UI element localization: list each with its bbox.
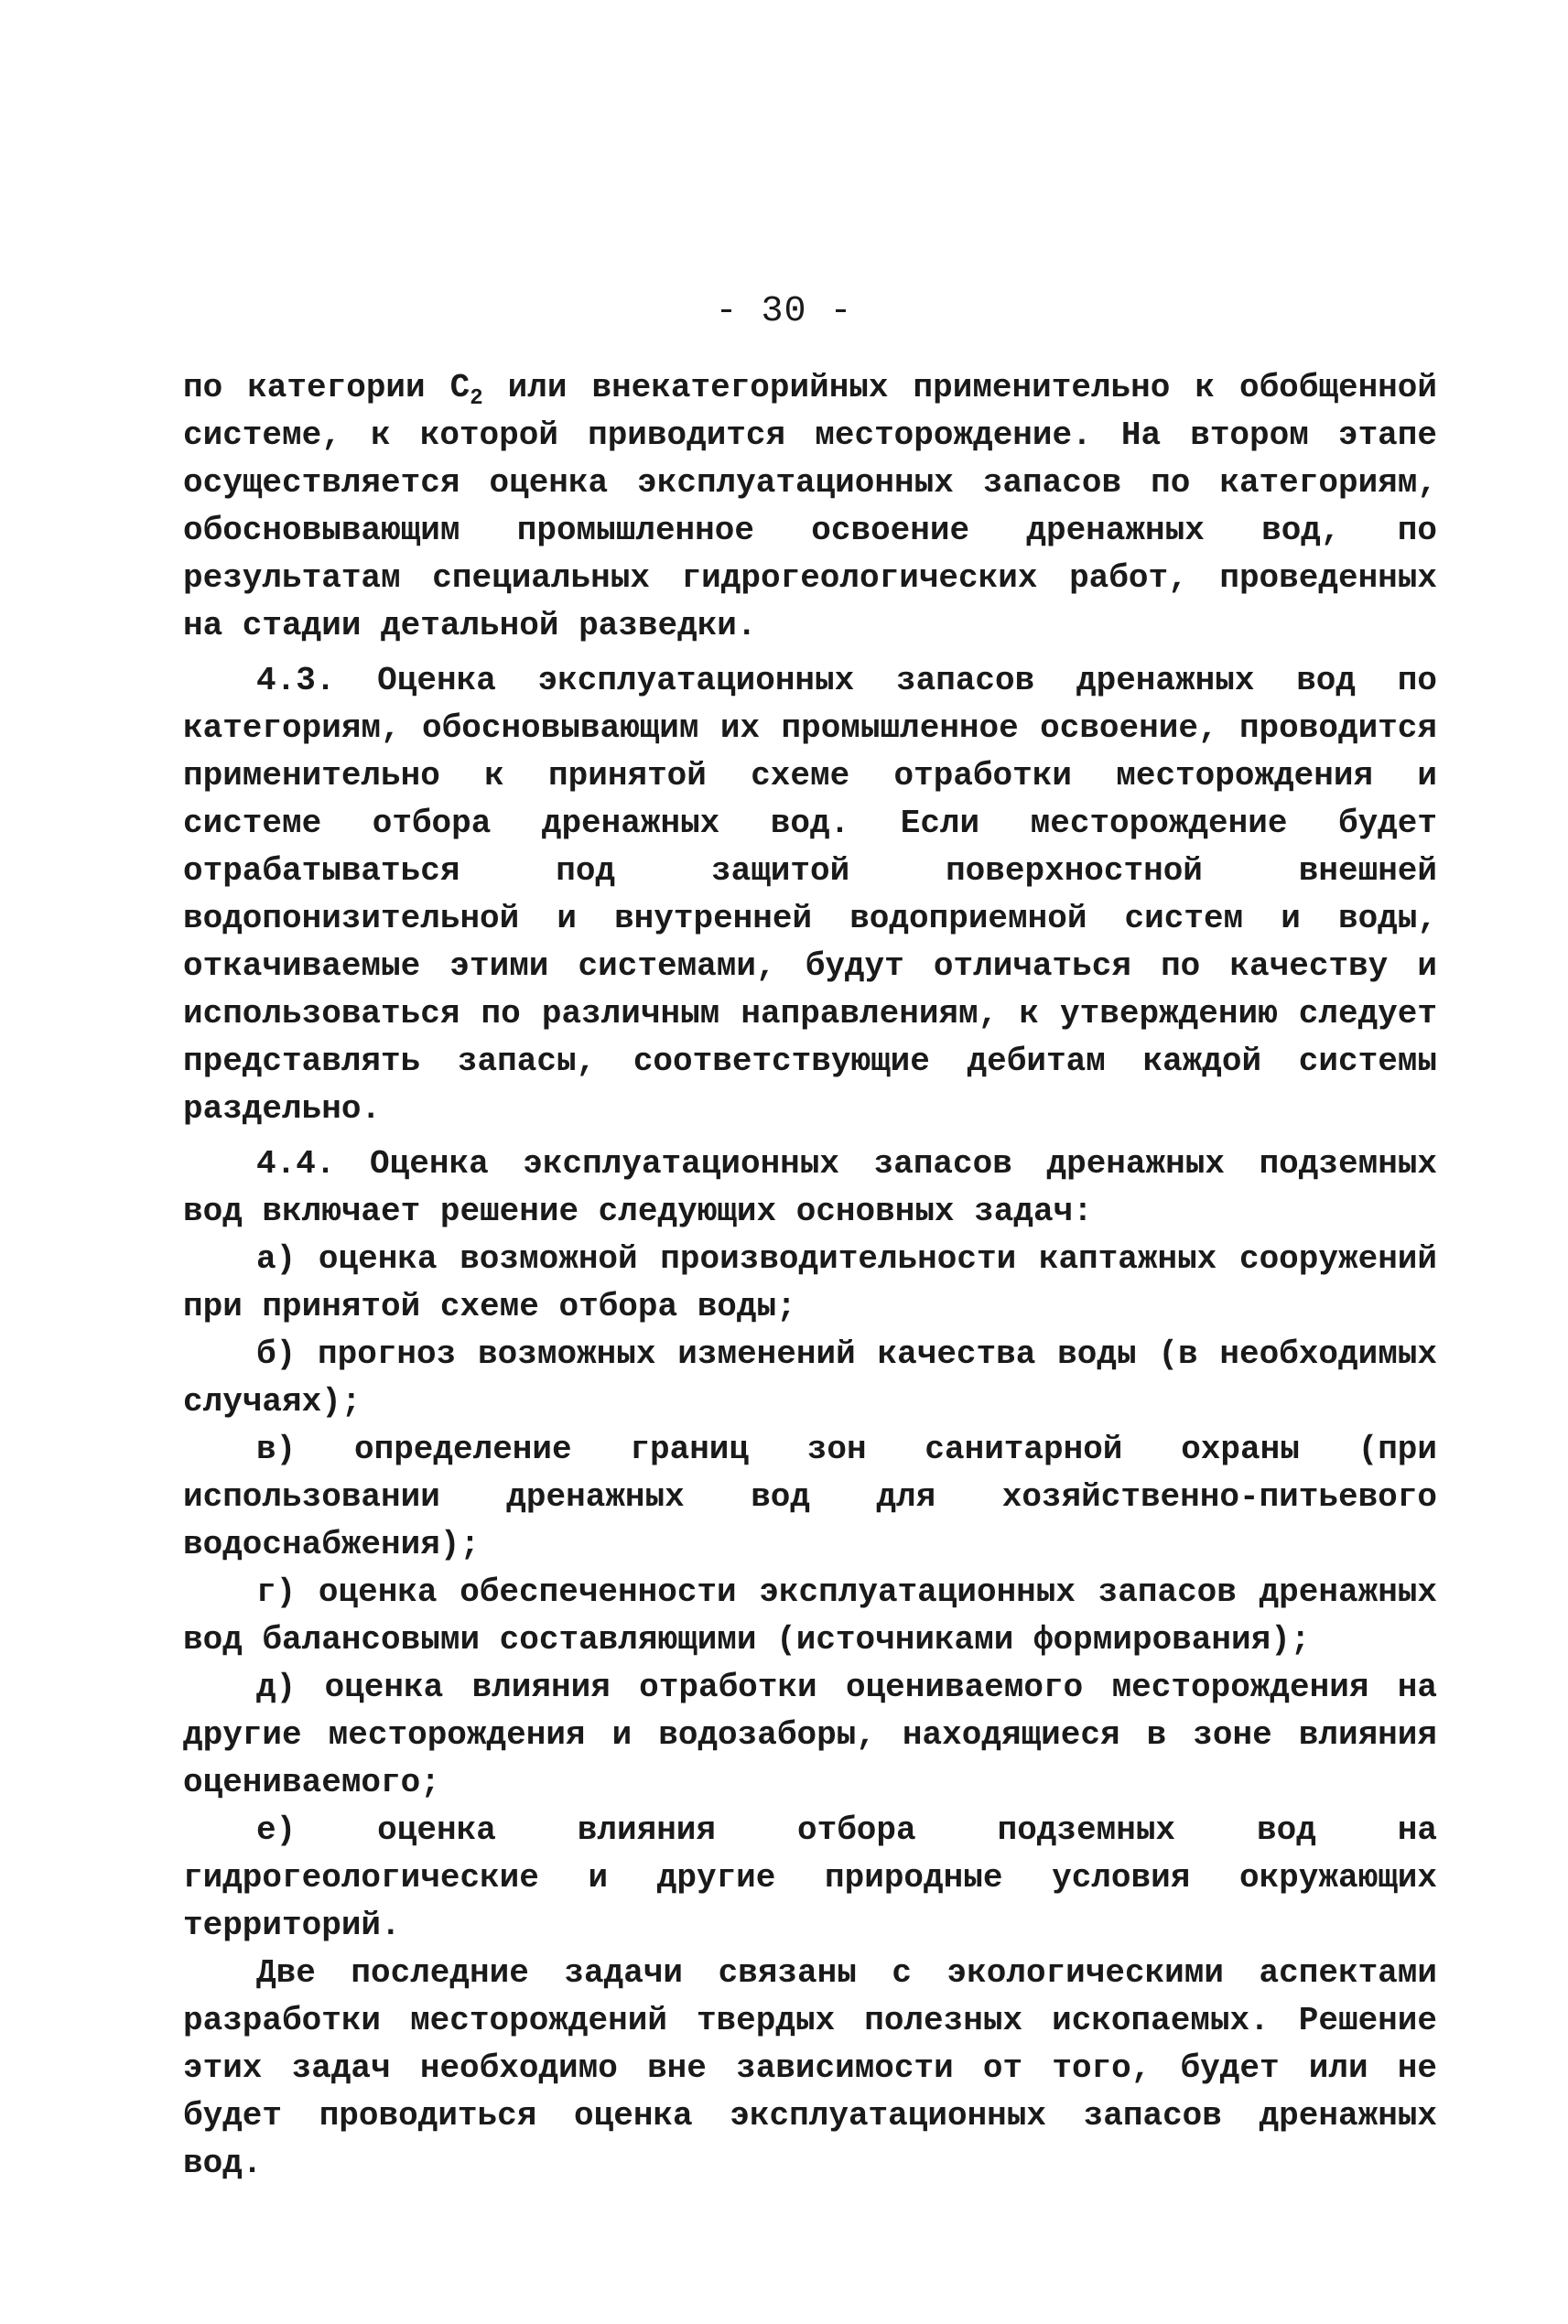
- paragraph-4-4: 4.4. Оценка эксплуатационных запасов дренажных подземных вод включает решение следующих основных задач:: [183, 1145, 1437, 1230]
- list-item-g: г) оценка обеспеченности эксплуатационных запасов дренажных вод балансовыми составляющими (источниками формирования);: [183, 1573, 1437, 1659]
- paragraph-continuation: [183, 364, 1437, 650]
- paragraph-continuation-start: по категории С: [183, 369, 470, 406]
- list-item-d: д) оценка влияния отработки оцениваемого месторождения на другие месторождения и водозаборы, находящиеся в зоне влияния оцениваемого;: [183, 1669, 1437, 1801]
- paragraph-continuation-rest: или внекатегорийных применительно к обобщенной системе, к которой приводится месторождение. На втором этапе осуществляется оценка эксплуатационных запасов по категориям, обосновывающим промышленное освоение дренажных вод, по результатам специальных гидрогеологических работ, проведенных на стадии детальной разведки.: [183, 369, 1437, 644]
- body-text: [183, 364, 1437, 2188]
- paragraph-conclusion: Две последние задачи связаны с экологическими аспектами разработки месторождений твердых полезных ископаемых. Решение этих задач необходимо вне зависимости от того, будет или не будет проводиться оценка эксплуатационных запасов дренажных вод.: [183, 1954, 1437, 2182]
- list-item-e: е) оценка влияния отбора подземных вод на гидрогеологические и другие природные условия окружающих территорий.: [183, 1811, 1437, 1944]
- list-item-b: б) прогноз возможных изменений качества воды (в необходимых случаях);: [183, 1335, 1437, 1421]
- page-number: - 30 -: [715, 291, 853, 332]
- paragraph-4-3: 4.3. Оценка эксплуатационных запасов дренажных вод по категориям, обосновывающим их промышленное освоение, проводится применительно к принятой схеме отработки месторождения и системе отбора дренажных вод. Если месторождение будет отрабатываться под защитой поверхностной внешней водопонизительной и внутренней водоприемной систем и воды, откачиваемые этими системами, будут отличаться по качеству и использоваться по различным направлениям, к утверждению следует представлять запасы, соответствующие дебитам каждой системы раздельно.: [183, 662, 1437, 1128]
- category-subscript: 2: [470, 386, 483, 411]
- list-item-v: в) определение границ зон санитарной охраны (при использовании дренажных вод для хозяйственно-питьевого водоснабжения);: [183, 1431, 1437, 1563]
- list-item-a: а) оценка возможной производительности каптажных сооружений при принятой схеме отбора воды;: [183, 1240, 1437, 1325]
